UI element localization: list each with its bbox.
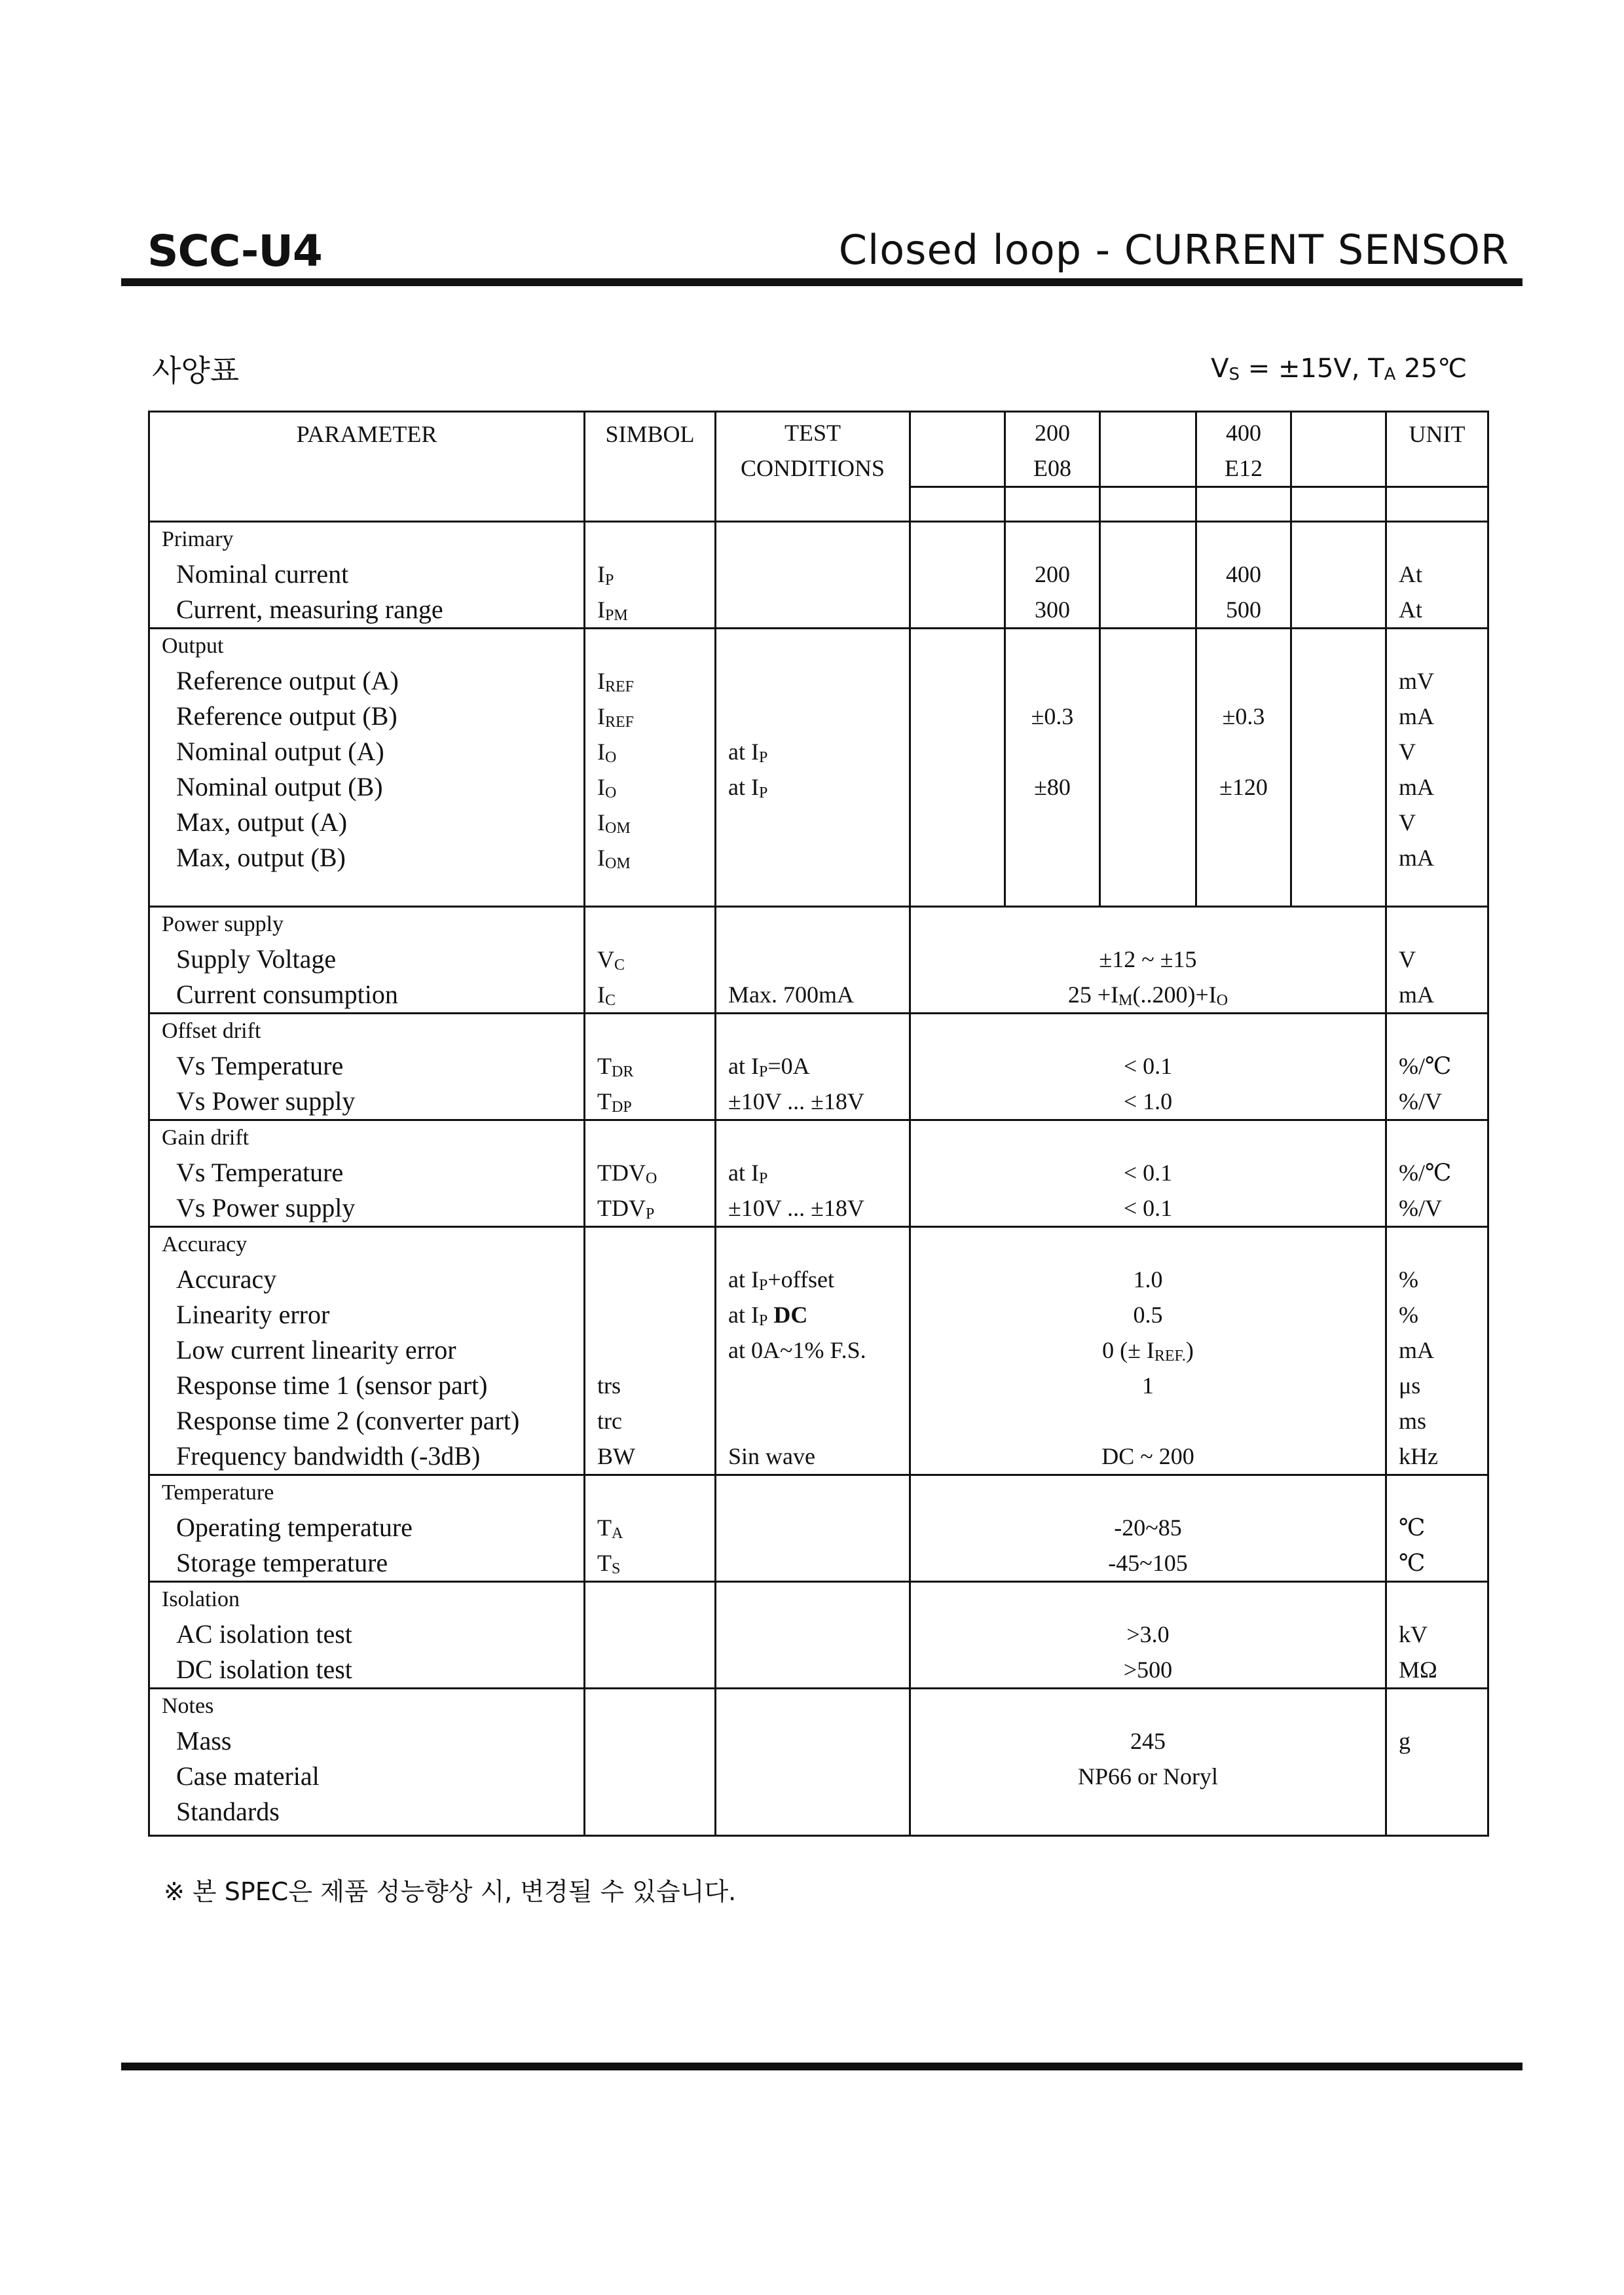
section-output: [149, 629, 1488, 907]
header-unit: UNIT: [1386, 412, 1488, 487]
unit: %/V: [1399, 1088, 1442, 1114]
section-title: Primary: [162, 527, 234, 551]
unit: ℃: [1399, 1515, 1426, 1541]
header-model-400: 400 E12: [1196, 412, 1291, 487]
unit: %: [1399, 1266, 1418, 1293]
section-notes: [149, 1689, 1488, 1836]
symbol: BW: [597, 1443, 635, 1469]
page-header: [121, 226, 1522, 285]
unit: ms: [1399, 1408, 1427, 1434]
section-power-supply: [149, 907, 1488, 1014]
symbol: trs: [597, 1372, 621, 1399]
unit: mA: [1399, 982, 1434, 1008]
symbol: $I_{PM}$: [597, 597, 628, 624]
symbol: $I_C$: [597, 982, 616, 1009]
section-title: Power supply: [162, 912, 284, 936]
param: Accuracy: [176, 1264, 277, 1294]
value: < 0.1: [1123, 1195, 1173, 1221]
value: ±12 ~ ±15: [1099, 946, 1197, 972]
section-title: Offset drift: [162, 1019, 261, 1043]
test-condition: ±10V ... ±18V: [728, 1195, 864, 1221]
param: Linearity error: [176, 1300, 330, 1329]
value-400: ±0.3: [1222, 703, 1265, 729]
param: Reference output (A): [176, 666, 399, 695]
param: Max, output (B): [176, 843, 346, 872]
section-title: Accuracy: [162, 1232, 248, 1257]
section-primary: [149, 522, 1488, 629]
value: 0 (± $I_{REF.}$): [1102, 1337, 1194, 1365]
header-blank: [910, 412, 1005, 487]
test-condition: at 0A~1% F.S.: [728, 1337, 866, 1363]
unit: mA: [1399, 774, 1434, 800]
symbol: $I_{OM}$: [597, 845, 631, 872]
unit: μs: [1399, 1372, 1421, 1399]
test-condition: at $I_P$ DC: [728, 1302, 808, 1329]
symbol: $T_A$: [597, 1515, 623, 1542]
section-isolation: [149, 1582, 1488, 1689]
symbol: $I_O$: [597, 774, 617, 801]
unit: %: [1399, 1302, 1418, 1328]
symbol: $TDV_O$: [597, 1160, 657, 1187]
symbol: $I_P$: [597, 561, 614, 589]
header-rule: [121, 278, 1522, 286]
param: Vs Power supply: [176, 1193, 356, 1222]
param: Vs Temperature: [176, 1158, 344, 1187]
param: Low current linearity error: [176, 1335, 456, 1365]
unit: g: [1399, 1728, 1411, 1754]
symbol: $T_S$: [597, 1550, 621, 1577]
section-temperature: [149, 1475, 1488, 1582]
footer-rule: [121, 2063, 1522, 2070]
section-gain-drift: [149, 1120, 1488, 1227]
unit: MΩ: [1399, 1657, 1437, 1683]
unit: %/V: [1399, 1195, 1442, 1221]
table-header-row: [149, 412, 1488, 487]
param: Standards: [176, 1797, 280, 1826]
unit: kV: [1399, 1621, 1428, 1647]
section-title: Temperature: [162, 1480, 274, 1505]
test-condition: at $I_P$: [728, 1160, 768, 1187]
unit: mV: [1399, 668, 1434, 694]
symbol: $T_{DR}$: [597, 1053, 634, 1080]
param: Response time 1 (sensor part): [176, 1370, 488, 1400]
symbol: $I_{REF}$: [597, 703, 635, 731]
test-condition: at $I_P=0A$: [728, 1053, 810, 1080]
test-condition: at $I_P$: [728, 774, 768, 801]
unit: %/℃: [1399, 1053, 1452, 1079]
unit: ℃: [1399, 1550, 1426, 1576]
value: 1: [1142, 1372, 1154, 1399]
param: Frequency bandwidth (-3dB): [176, 1441, 481, 1471]
param: Current consumption: [176, 980, 398, 1009]
value: DC ~ 200: [1101, 1443, 1194, 1469]
param: Nominal output (B): [176, 772, 383, 801]
unit: mA: [1399, 1337, 1434, 1363]
test-condition: Max. 700mA: [728, 982, 854, 1008]
header-model-200: 200 E08: [1005, 412, 1100, 487]
value: < 0.1: [1123, 1053, 1173, 1079]
param: Operating temperature: [176, 1513, 413, 1542]
param: DC isolation test: [176, 1655, 352, 1684]
section-title: Notes: [162, 1694, 214, 1718]
value: 0.5: [1133, 1302, 1163, 1328]
section-offset-drift: [149, 1014, 1488, 1120]
header-simbol: SIMBOL: [585, 412, 716, 487]
symbol: $I_O$: [597, 739, 617, 766]
unit: mA: [1399, 703, 1434, 729]
param: Nominal current: [176, 559, 349, 589]
param: Response time 2 (converter part): [176, 1406, 520, 1435]
value: >500: [1123, 1657, 1173, 1683]
value-400: 400: [1226, 561, 1261, 587]
value: 1.0: [1133, 1266, 1163, 1293]
header-parameter: PARAMETER: [149, 412, 585, 487]
document-title: Closed loop - CURRENT SENSOR: [838, 226, 1509, 274]
param: Mass: [176, 1726, 232, 1755]
symbol: $T_{DP}$: [597, 1088, 632, 1116]
symbol: $V_C$: [597, 946, 625, 974]
value: >3.0: [1126, 1621, 1170, 1647]
value: -45~105: [1108, 1550, 1188, 1576]
value-200: ±0.3: [1031, 703, 1074, 729]
param: AC isolation test: [176, 1619, 352, 1649]
header-blank: [1100, 412, 1196, 487]
value: < 0.1: [1123, 1160, 1173, 1186]
value-400: ±120: [1219, 774, 1268, 800]
header-blank: [1291, 412, 1386, 487]
symbol: $I_{REF}$: [597, 668, 635, 695]
test-condition: Sin wave: [728, 1443, 815, 1469]
value: NP66 or Noryl: [1078, 1763, 1218, 1790]
model-name: SCC-U4: [147, 226, 322, 276]
section-title: Output: [162, 634, 224, 658]
value-400: 500: [1226, 597, 1261, 623]
value: -20~85: [1114, 1515, 1182, 1541]
section-title: Isolation: [162, 1587, 240, 1611]
header-spacer-row: [149, 487, 1488, 522]
param: Storage temperature: [176, 1548, 388, 1577]
unit: V: [1399, 946, 1416, 972]
value-200: 200: [1035, 561, 1070, 587]
symbol: trc: [597, 1408, 622, 1434]
param: Vs Power supply: [176, 1086, 356, 1116]
test-condition: ±10V ... ±18V: [728, 1088, 864, 1114]
test-conditions: $V_S = \pm 15V$, $T_A$ 25℃: [1211, 354, 1467, 384]
param: Nominal output (A): [176, 737, 384, 766]
symbol: $I_{OM}$: [597, 809, 631, 837]
unit: At: [1399, 597, 1422, 623]
value-200: ±80: [1034, 774, 1071, 800]
test-condition: at $I_P+offset$: [728, 1266, 834, 1294]
value: < 1.0: [1123, 1088, 1173, 1114]
param: Vs Temperature: [176, 1051, 344, 1080]
unit: %/℃: [1399, 1160, 1452, 1186]
value-200: 300: [1035, 597, 1070, 623]
symbol: $TDV_P$: [597, 1195, 655, 1222]
section-accuracy: [149, 1227, 1488, 1475]
test-condition: at $I_P$: [728, 739, 768, 766]
unit: kHz: [1399, 1443, 1438, 1469]
param: Current, measuring range: [176, 595, 443, 624]
param: Supply Voltage: [176, 944, 337, 974]
param: Max, output (A): [176, 807, 348, 837]
header-test: TEST CONDITIONS: [716, 412, 910, 487]
unit: V: [1399, 809, 1416, 835]
unit: V: [1399, 739, 1416, 765]
value: 245: [1130, 1728, 1166, 1754]
spec-table: [148, 411, 1489, 1837]
footnote: ※ 본 SPEC은 제품 성능향상 시, 변경될 수 있습니다.: [164, 1877, 737, 1906]
section-title: Gain drift: [162, 1126, 249, 1150]
unit: At: [1399, 561, 1422, 587]
param: Case material: [176, 1761, 320, 1791]
param: Reference output (B): [176, 701, 397, 731]
unit: mA: [1399, 845, 1434, 871]
spec-title: 사양표: [152, 353, 240, 388]
value: $25 +I_M(..200)+I_O$: [1067, 982, 1228, 1009]
